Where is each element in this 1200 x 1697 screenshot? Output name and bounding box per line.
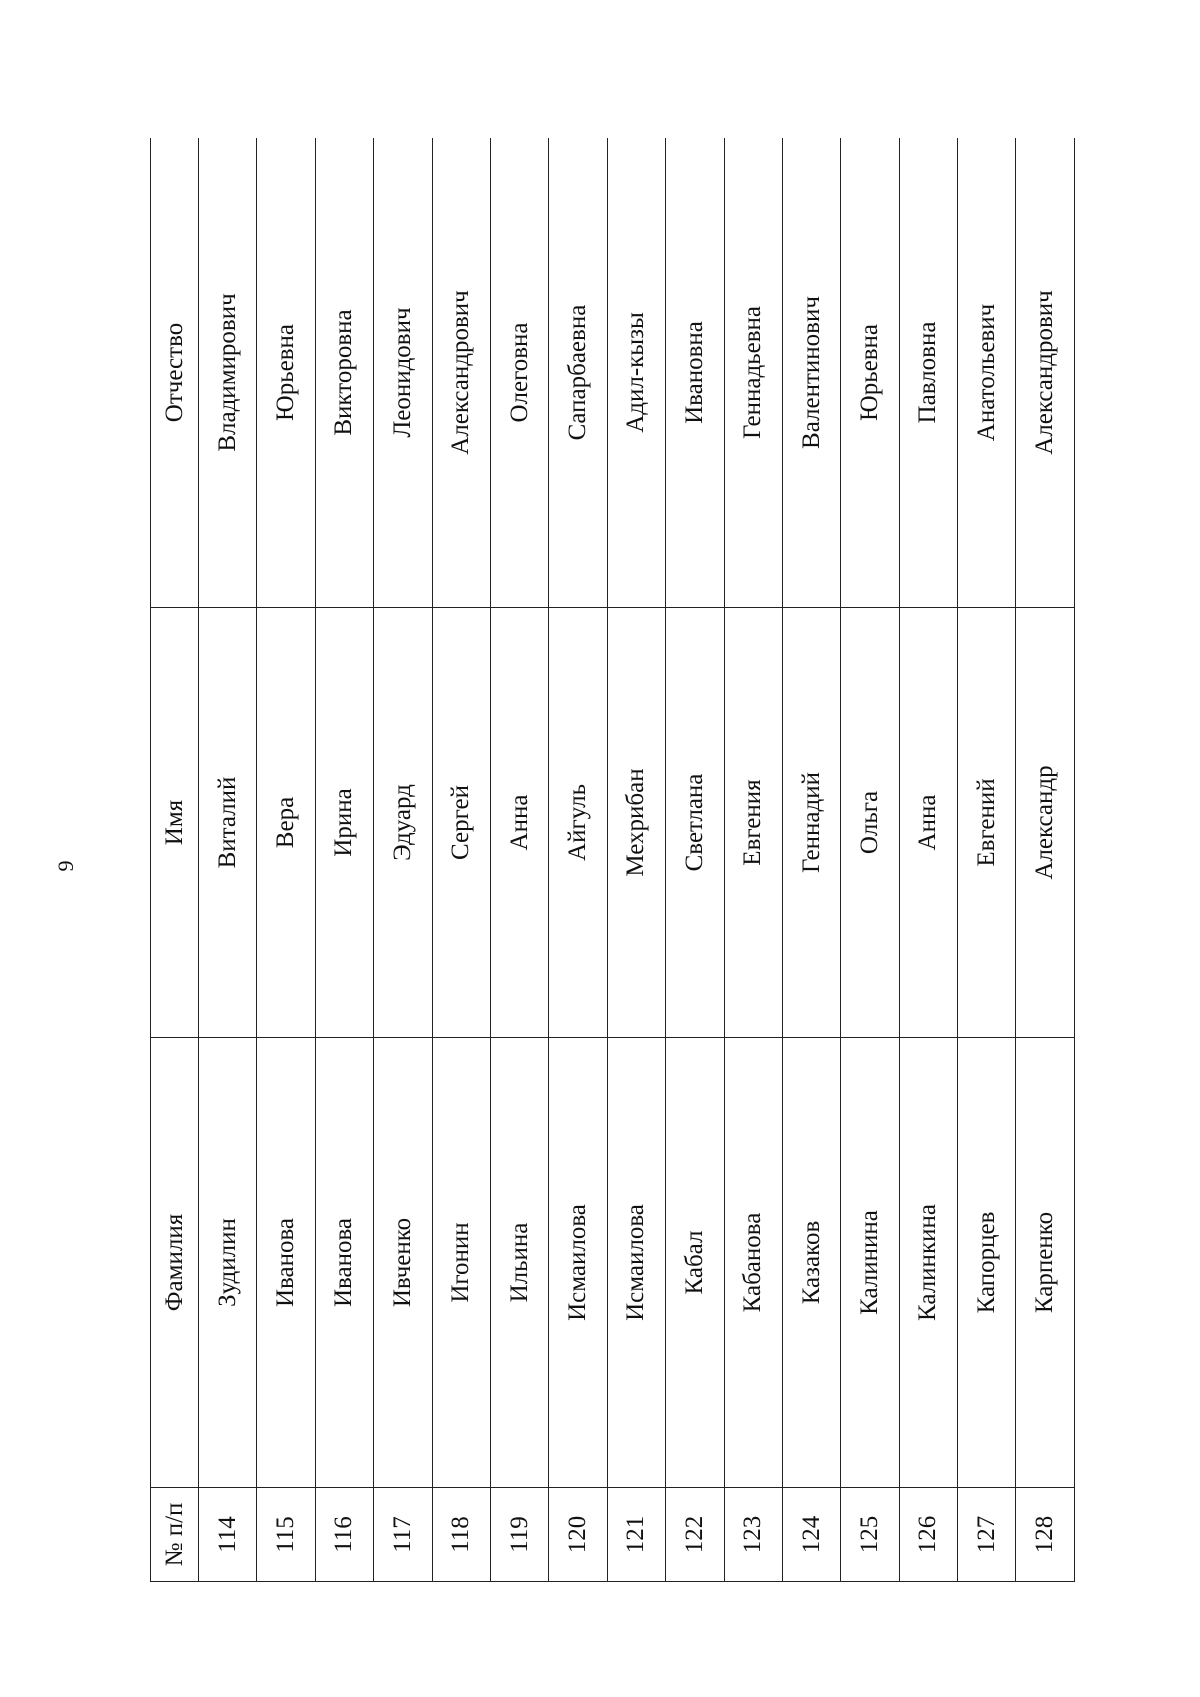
cell-number: 114 — [199, 1488, 257, 1582]
cell-number: 117 — [374, 1488, 432, 1582]
cell-number: 119 — [490, 1488, 548, 1582]
cell-number: 127 — [958, 1488, 1016, 1582]
cell-patronymic: Геннадьевна — [724, 138, 782, 608]
cell-patronymic: Владимирович — [199, 138, 257, 608]
cell-last-name: Карпенко — [1016, 1038, 1075, 1488]
cell-number: 121 — [607, 1488, 665, 1582]
cell-patronymic: Юрьевна — [841, 138, 899, 608]
cell-last-name: Калинкина — [899, 1038, 957, 1488]
cell-patronymic: Александрович — [1016, 138, 1075, 608]
table-row — [666, 138, 724, 1582]
header-first-name: Имя — [151, 608, 199, 1038]
table-row — [374, 138, 432, 1582]
cell-first-name: Геннадий — [782, 608, 840, 1038]
cell-last-name: Исмаилова — [549, 1038, 607, 1488]
table-row — [1016, 138, 1075, 1582]
cell-number: 115 — [257, 1488, 315, 1582]
table-row — [607, 138, 665, 1582]
cell-last-name: Кабанова — [724, 1038, 782, 1488]
cell-patronymic: Олеговна — [490, 138, 548, 608]
cell-first-name: Ирина — [315, 608, 373, 1038]
cell-first-name: Анна — [490, 608, 548, 1038]
cell-patronymic: Юрьевна — [257, 138, 315, 608]
table-container — [150, 138, 1075, 1582]
cell-number: 122 — [666, 1488, 724, 1582]
cell-patronymic: Адил-кызы — [607, 138, 665, 608]
page-number: 9 — [53, 860, 78, 872]
cell-last-name: Кабал — [666, 1038, 724, 1488]
cell-first-name: Александр — [1016, 608, 1075, 1038]
cell-first-name: Айгуль — [549, 608, 607, 1038]
table-row — [899, 138, 957, 1582]
cell-first-name: Сергей — [432, 608, 490, 1038]
cell-number: 120 — [549, 1488, 607, 1582]
cell-first-name: Анна — [899, 608, 957, 1038]
table-row — [199, 138, 257, 1582]
table-row — [315, 138, 373, 1582]
cell-first-name: Мехрибан — [607, 608, 665, 1038]
cell-number: 116 — [315, 1488, 373, 1582]
table-row — [490, 138, 548, 1582]
cell-first-name: Вера — [257, 608, 315, 1038]
cell-patronymic: Павловна — [899, 138, 957, 608]
cell-last-name: Ивченко — [374, 1038, 432, 1488]
cell-patronymic: Викторовна — [315, 138, 373, 608]
cell-last-name: Казаков — [782, 1038, 840, 1488]
cell-last-name: Калинина — [841, 1038, 899, 1488]
cell-first-name: Евгений — [958, 608, 1016, 1038]
people-table — [150, 138, 1075, 1582]
cell-number: 125 — [841, 1488, 899, 1582]
table-row — [724, 138, 782, 1582]
table-row — [841, 138, 899, 1582]
cell-first-name: Ольга — [841, 608, 899, 1038]
table-body — [199, 138, 1075, 1582]
header-last-name: Фамилия — [151, 1038, 199, 1488]
cell-patronymic: Леонидович — [374, 138, 432, 608]
table-row — [257, 138, 315, 1582]
cell-first-name: Виталий — [199, 608, 257, 1038]
cell-patronymic: Анатольевич — [958, 138, 1016, 608]
cell-last-name: Иванова — [257, 1038, 315, 1488]
header-patronymic: Отчество — [151, 138, 199, 608]
table-row — [782, 138, 840, 1582]
cell-last-name: Исмаилова — [607, 1038, 665, 1488]
cell-number: 126 — [899, 1488, 957, 1582]
cell-patronymic: Сапарбаевна — [549, 138, 607, 608]
cell-last-name: Ильина — [490, 1038, 548, 1488]
cell-first-name: Светлана — [666, 608, 724, 1038]
cell-patronymic: Александрович — [432, 138, 490, 608]
header-number: № п/п — [151, 1488, 199, 1582]
cell-patronymic: Ивановна — [666, 138, 724, 608]
cell-number: 123 — [724, 1488, 782, 1582]
table-header-row — [151, 138, 199, 1582]
cell-first-name: Эдуард — [374, 608, 432, 1038]
cell-patronymic: Валентинович — [782, 138, 840, 608]
cell-last-name: Игонин — [432, 1038, 490, 1488]
cell-last-name: Зудилин — [199, 1038, 257, 1488]
cell-number: 128 — [1016, 1488, 1075, 1582]
cell-last-name: Иванова — [315, 1038, 373, 1488]
table-row — [958, 138, 1016, 1582]
table-row — [432, 138, 490, 1582]
cell-first-name: Евгения — [724, 608, 782, 1038]
cell-number: 124 — [782, 1488, 840, 1582]
table-row — [549, 138, 607, 1582]
cell-number: 118 — [432, 1488, 490, 1582]
cell-last-name: Капорцев — [958, 1038, 1016, 1488]
